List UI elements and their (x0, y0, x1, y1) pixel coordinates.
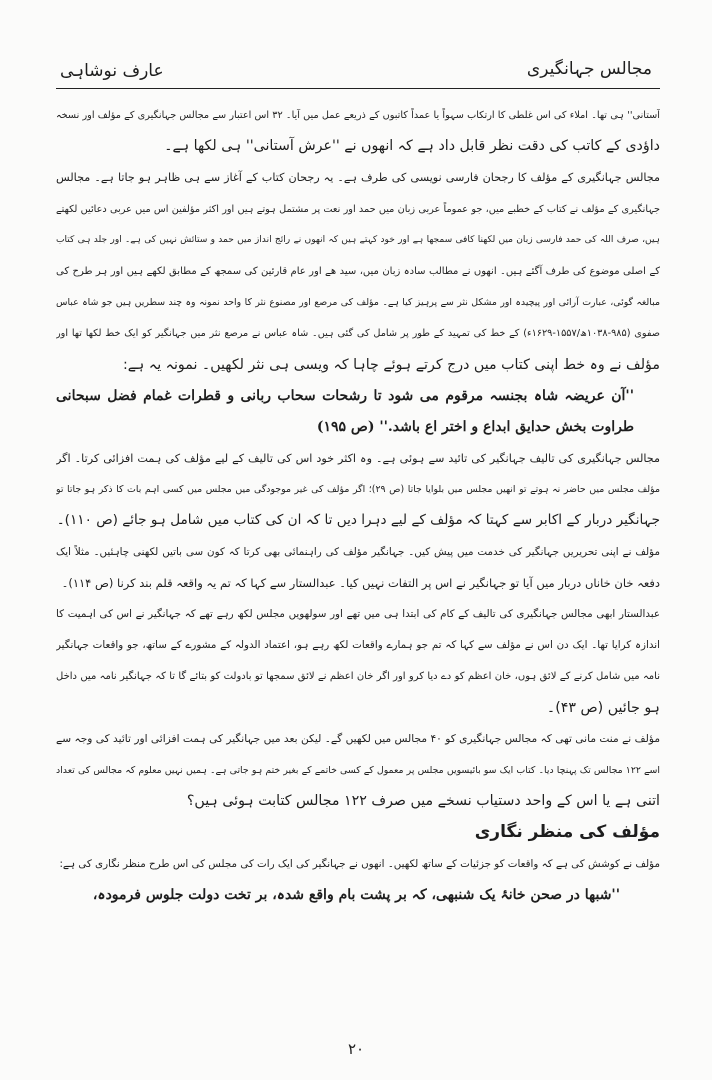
running-author: عارف نوشاہی (60, 61, 164, 81)
section-heading: مؤلف کی منظر نگاری (474, 822, 660, 843)
text-line: مؤلف نے اپنی تحریریں جہانگیر کی خدمت میں پیش کیں۔ جہانگیر مؤلف کی راہنمائی بھی کرتا کہ کون سی باتیں لکھنی چاہئیں۔ مثلاً ایک (56, 545, 660, 558)
text-line: مؤلف مجلس میں حاضر نہ ہوتے تو انھیں مجلس میں بلوایا جاتا (ص ۲۹)؛ اگر مؤلف کی غیر موجودگی میں مجلس میں کسی اہم بات کا ذکر ہو جاتا تو (56, 484, 660, 496)
text-line: مجالس جہانگیری کی تالیف جہانگیر کی تائید سے ہوئی ہے۔ وہ اکثر خود اس کی تالیف کے لیے مؤلف کی ہمت افزائی کرتا۔ اگر (56, 452, 660, 466)
text-line: اندازہ کرایا تھا۔ ایک دن اس نے مؤلف سے کہا کہ تم جو ہمارے واقعات لکھ رہے ہو، اعتماد الدولہ کے مشورے کے ساتھ، جو واقعات جہانگیر (56, 639, 660, 652)
text-line: جہانگیر دربار کے اکابر سے کہتا کہ مؤلف کے لیے دہرا دیں تا کہ ان کی کتاب میں شامل ہو جائے (ص ۱۱۰)۔ (56, 512, 660, 529)
persian-quote-line: ''شبھا در صحن خانۂ یک شنبھی، کہ بر پشت بام واقع شدہ، بر تخت دولت جلوس فرمودہ، (92, 886, 620, 903)
body-text (56, 100, 660, 911)
persian-quote-line: طراوت بخش حدایق ابداع و اختر اع باشد.'' (ص ۱۹۵) (316, 418, 634, 435)
text-line: مجالس جہانگیری کے مؤلف کا رجحان فارسی نویسی کی طرف ہے۔ یہ رجحان کتاب کے آغاز سے ہی ظاہر ہو جاتا ہے۔ مجالس (56, 171, 660, 185)
text-line: اسے ۱۲۲ مجالس تک پہنچا دیا۔ کتاب ایک سو بائیسویں مجلس پر معمول کے کسی خاتمے کے بغیر ختم ہو جاتی ہے۔ ہمیں نہیں معلوم کہ مجالس کی تعداد (56, 764, 660, 776)
text-line: مؤلف نے منت مانی تھی کہ مجالس جہانگیری کو ۴۰ مجالس میں لکھیں گے۔ لیکن بعد میں جہانگیر کی ہمت افزائی اور تائید کی وجہ سے (56, 732, 660, 745)
text-line: مبالغہ گوئی، عبارت آرائی اور پیچیدہ اور مشکل نثر سے پرہیز کیا ہے۔ مؤلف کی مرصع اور مصنوع نثر کا واحد نمونہ وہ چند سطریں ہیں جو شاہ عباس (56, 297, 660, 309)
persian-quote-line: ''آن عریضہ شاہ بجنسہ مرقوم می شود تا رشحات سحاب ربانی و قطرات غمام فضل سبحانی (56, 387, 634, 404)
text-line: صفوی (۹۸۵-۱۰۳۸ھ/۱۵۵۷-۱۶۲۹ء) کے خط کی تمہید کے طور پر شامل کی گئی ہیں۔ شاہ عباس نے مرصع نثر میں جہانگیر کو ایک خط لکھا تھا اور (56, 328, 660, 340)
text-line: اتنی ہے یا اس کے واحد دستیاب نسخے میں صرف ۱۲۲ مجالس کتابت ہوئی ہیں؟ (186, 793, 660, 810)
text-line: کے اصلی موضوع کی طرف آگئے ہیں۔ انھوں نے مطالب سادہ زبان میں، سید ھے اور عام قارئین کی سمجھ کے مطابق لکھے ہیں اور ہر طرح کی (56, 265, 660, 277)
text-line: جہانگیری کے مؤلف نے کتاب کے خطبے میں، جو عموماً عربی زبان میں حمد اور نعت پر مشتمل ہوتے ہیں اور اکثر مؤلفین اس میں عربی دعائیں لکھتے (56, 203, 660, 215)
text-line: ہیں، صرف اللہ کی حمد فارسی زبان میں لکھنا کافی سمجھا ہے اور خود کہتے ہیں کہ انھوں نے رائج انداز میں حمد و ستائش نہیں کی ہے۔ اور جلد ہی کتاب (56, 234, 660, 245)
running-title: مجالس جہانگیری (526, 59, 652, 79)
text-line: مؤلف نے وہ خط اپنی کتاب میں درج کرتے ہوئے چاہا کہ ویسی ہی نثر لکھیں۔ نمونہ یہ ہے: (122, 356, 660, 373)
text-line: داؤدی کے کاتب کی دقت نظر قابل داد ہے کہ انھوں نے ''عرش آستانی'' ہی لکھا ہے۔ (164, 138, 660, 155)
text-line: مؤلف نے کوشش کی ہے کہ واقعات کو جزئیات کے ساتھ لکھیں۔ انھوں نے جہانگیر کی ایک رات کی مجلس کی اس طرح منظر نگاری کی ہے: (59, 857, 660, 870)
text-line: نامہ میں شامل کرنے کے لائق ہوں، خان اعظم کو دے دیا کرو اور اگر خان اعظم نے لائق سمجھا تو بادولت کو بتائے گا تا کہ جہانگیر نامہ میں داخل (56, 671, 660, 683)
text-line: آستانی'' ہی تھا۔ املاء کی اس غلطی کا ارتکاب سہواً یا عمداً کاتبوں کے ذریعے عمل میں آیا۔ ۳۲ اس اعتبار سے مجالس جہانگیری کے مؤلف اور نسخہ (56, 110, 660, 121)
text-line: دفعہ خان خاناں دربار میں آیا تو جہانگیر نے اس پر التفات نہیں کیا۔ عبدالستار سے کہا کہ تم یہ واقعہ قلم بند کرنا (ص ۱۱۴)۔ (61, 575, 660, 590)
page-number: ۲۰ (347, 1040, 365, 1058)
header-rule (56, 88, 660, 89)
text-line: عبدالستار ابھی مجالس جہانگیری کی تالیف کے کام کی ابتدا ہی میں تھے اور سولھویں مجلس لکھ رہے تھے کہ جہانگیر نے اس کی اہمیت کا (56, 608, 660, 620)
text-line: ہو جائیں (ص ۴۳)۔ (546, 699, 660, 716)
